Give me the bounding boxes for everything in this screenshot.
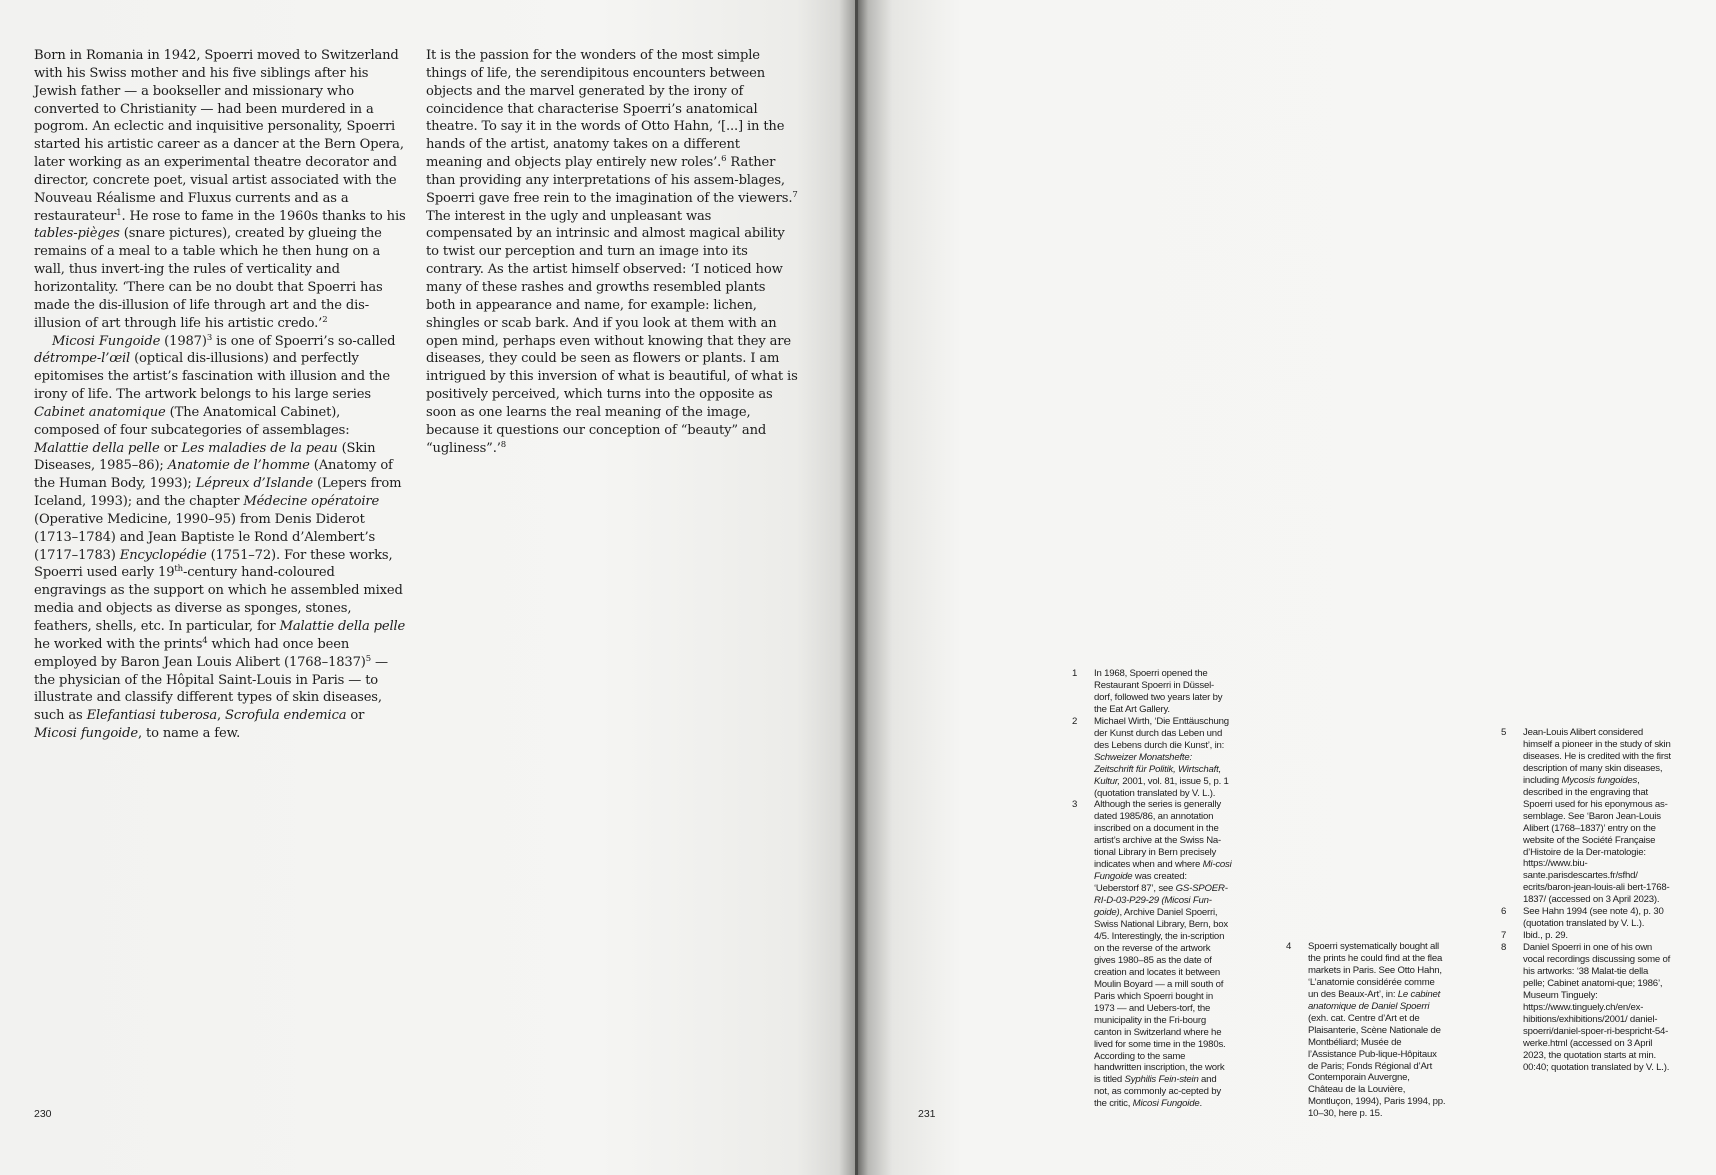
text-run: (snare pictures), created by glueing the remains of a meal to a table which he then hung on a wall, thus invert-ing the rules of verticality and horizontality. ‘There can be no doubt that Spoerri has made the dis-illusion of life through art and the dis-illusion of art through life his artistic credo.’	[34, 226, 383, 331]
note-reference: 6	[721, 154, 727, 165]
paragraph	[34, 333, 406, 743]
footnote-text	[1094, 799, 1232, 1110]
footnote	[1501, 930, 1671, 942]
text-run: or	[346, 708, 365, 724]
footnote-number: 6	[1501, 906, 1507, 918]
note-reference: 5	[365, 653, 372, 664]
italic-text: Cabinet anatomique	[34, 404, 166, 420]
footnote	[1072, 799, 1232, 1110]
italic-text: Anatomie de l’homme	[167, 458, 310, 474]
footnote-number: 3	[1072, 799, 1078, 811]
footnote-text	[1523, 942, 1671, 1073]
text-run: (Anatomy of the Human Body, 1993);	[34, 458, 393, 492]
text-run: and not, as commonly ac-cepted by the critic,	[1094, 1074, 1221, 1110]
page-number: 231	[918, 1108, 936, 1120]
note-reference: 3	[206, 332, 213, 343]
note-reference: 1	[116, 207, 122, 218]
text-run: See Hahn 1994 (see note 4), p. 30 (quotation translated by V. L.).	[1523, 906, 1664, 930]
footnote-text	[1523, 906, 1671, 930]
italic-text: Micosi fungoide	[34, 726, 138, 742]
text-run: Although the series is generally dated 1985/86, an annotation inscribed on a document in the artist’s archive at the Swiss Na-tional Library in Bern precisely indicates when and where	[1094, 799, 1222, 871]
italic-text: Malattie della pelle	[279, 619, 406, 634]
text-run: (The Anatomical Cabinet), composed of four subcategories of assemblages:	[34, 404, 350, 438]
italic-text: Scrofula endemica	[225, 708, 347, 724]
footnote-text	[1094, 716, 1232, 800]
text-run: , to name a few.	[137, 726, 241, 742]
italic-text: Syphilis Fein-stein	[1124, 1074, 1199, 1086]
footnote-number: 1	[1072, 668, 1078, 679]
text-run: , Archive Daniel Spoerri, Swiss National Library, Bern, box 4/5. Interestingly, the in-scription on the reverse of the artwork gives 1980–85 as the date of creation and locates it between Moulin Boyard — a mill south of Paris which Spoerri bought in 1973 — and Uebers-torf, the municipality in the Fri-bourg canton in Switzerland where he lived for some time in the 1980s. According to the same handwritten inscription, the work is titled	[1094, 907, 1228, 1086]
text-run: Jean-Louis Alibert considered himself a pioneer in the study of skin diseases. He is credited with the first description of many skin diseases, including	[1523, 727, 1671, 786]
text-run: (1987)	[160, 333, 207, 349]
footnote	[1072, 716, 1232, 800]
text-run: -century hand-coloured engravings as the support on which he assembled mixed media and objects as diverse as sponges, stones, feathers, shells, etc. In particular, for	[34, 565, 403, 634]
paragraph	[426, 47, 798, 457]
note-reference: 8	[500, 439, 506, 450]
footnote-text	[1523, 727, 1671, 906]
footnote-number: 5	[1501, 727, 1507, 738]
italic-text: Lépreux d’Islande	[195, 476, 313, 492]
page-number: 230	[34, 1108, 52, 1120]
footnote-text	[1308, 941, 1446, 1120]
footnote-column	[1286, 941, 1446, 1120]
text-run: ,	[216, 708, 226, 724]
text-run: which had once been employed by Baron Jean Louis Alibert (1768–1837)	[34, 636, 366, 670]
text-run: is one of Spoerri’s so-called	[212, 333, 396, 349]
italic-text: Micosi Fungoide	[52, 333, 161, 349]
text-run: Rather than providing any interpretations of his assem-blages, Spoerri gave free rein to the imagination of the viewers.	[426, 155, 793, 206]
text-run: (Lepers from Iceland, 1993); and the chapter	[34, 476, 402, 510]
left-page	[0, 0, 856, 1175]
footnote-number: 8	[1501, 942, 1507, 954]
body-column-right	[426, 47, 798, 457]
italic-text: Mycosis fungoides	[1561, 774, 1638, 786]
text-run: (1751–72). For these works, Spoerri used early 19	[34, 547, 393, 581]
footnote-number: 2	[1072, 715, 1078, 727]
text-run: or	[159, 440, 182, 456]
italic-text: Micosi Fungoide	[1132, 1098, 1200, 1110]
footnote	[1072, 668, 1232, 716]
footnote-column	[1072, 668, 1232, 1110]
text-run: . He rose to fame in the 1960s thanks to his	[121, 208, 406, 224]
italic-text: Encyclopédie	[119, 547, 207, 563]
text-run: In 1968, Spoerri opened the Restaurant Spoerri in Düssel-dorf, followed two years later by the Eat Art Gallery.	[1094, 668, 1223, 715]
text-run: , described in the engraving that Spoerri used for his eponymous as-semblage. See ‘Baron Jean-Louis Alibert (1768–1837)’ entry on the website of the Société Française d’Histoire de la Der-matologie: https://www.biu-sante.parisdescartes.fr/sfhd/ ecrits/baron-jean-louis-ali bert-1768-1837/ (accessed on 3 April 2023).	[1523, 774, 1670, 906]
italic-text: GS-SPOER-RI-D-03-P29-29 (Micosi Fun-goide)	[1094, 883, 1228, 919]
footnote	[1286, 941, 1446, 1120]
italic-text: Elefantiasi tuberosa	[86, 708, 217, 724]
text-run: Daniel Spoerri in one of his own vocal recordings discussing some of his artworks: ‘38 Malat-tie della pelle; Cabinet anatomi-que; 1986’, Museum Tinguely: https://www.tinguely.ch/en/ex-hibitions/exhibitions/2001/ daniel-spoerri/daniel-spoer-ri-bespricht-54-werke.html (accessed on 3 April 2023, the quotation starts at min. 00:40; quotation translated by V. L.).	[1523, 942, 1671, 1073]
italic-text: Médecine opératoire	[243, 494, 380, 510]
text-run: The interest in the ugly and unpleasant was compensated by an intrinsic and almost magical ability to twist our perception and turn an image into its contrary. As the artist himself observed: ‘I noticed how many of these rashes and growths resembled plants both in appearance and name, for example: lichen, shingles or scab bark. And if you look at them with an open mind, perhaps even without knowing that they are diseases, they could be seen as flowers or plants. I am intrigued by this inversion of what is beautiful, of what is positively perceived, which turns into the opposite as soon as one learns the real meaning of the image, because it questions our conception of “beauty” and “ugliness”.’	[426, 208, 798, 456]
text-run: — the physician of the Hôpital Saint-Louis in Paris — to illustrate and classify different types of skin diseases, such as	[34, 654, 388, 724]
italic-text: Malattie della pelle	[34, 440, 160, 456]
italic-text: tables-pièges	[34, 226, 120, 242]
italic-text: Mi-cosi Fungoide	[1094, 859, 1232, 883]
text-run: (optical dis-illusions) and perfectly epitomises the artist’s fascination with illusion and the irony of life. The artwork belongs to his large series	[34, 351, 390, 403]
italic-text: détrompe-l’œil	[34, 351, 131, 367]
text-run: Ibid., p. 29.	[1523, 930, 1568, 942]
note-reference: 2	[322, 314, 328, 325]
text-run: (exh. cat. Centre d’Art et de Plaisanterie, Scène Nationale de Montbéliard; Musée de l’Assistance Pub-lique-Hôpitaux de Paris; Fonds Régional d’Art Contemporain Auvergne, Château de la Louvière, Montluçon, 1994), Paris 1994, pp. 10–30, here p. 15.	[1308, 1012, 1446, 1120]
footnote-column	[1501, 727, 1671, 1074]
text-run: 2001, vol. 81, issue 5, p. 1 (quotation translated by V. L.).	[1094, 775, 1229, 799]
italic-text: Le cabinet anatomique de Daniel Spoerri	[1308, 988, 1441, 1012]
paragraph	[34, 47, 406, 333]
footnote	[1501, 906, 1671, 930]
italic-text: Schweizer Monatshefte: Zeitschrift für Politik, Wirtschaft, Kultur,	[1094, 751, 1222, 787]
text-run: was created: ‘Ueberstorf 87’, see	[1094, 871, 1187, 895]
footnote	[1501, 942, 1671, 1073]
footnote-text	[1094, 668, 1232, 716]
body-column-left	[34, 47, 406, 743]
text-run: (Operative Medicine, 1990–95) from Denis Diderot (1713–1784) and Jean Baptiste le Rond d’Alembert’s (1717–1783)	[34, 511, 376, 563]
text-run: Spoerri systematically bought all the prints he could find at the flea markets in Paris. See Otto Hahn, ‘L’anatomie considérée comme un des Beaux-Art’, in:	[1308, 941, 1443, 1000]
note-reference: th	[174, 564, 183, 575]
note-reference: 4	[202, 635, 208, 646]
text-run: It is the passion for the wonders of the most simple things of life, the serendipitous encounters between objects and the marvel generated by the irony of coincidence that characterise Spoerri’s anatomical theatre. To say it in the words of Otto Hahn, ‘[...] in the hands of the artist, anatomy takes on a different meaning and objects play entirely new roles’.	[426, 48, 785, 171]
text-run: (Skin Diseases, 1985–86);	[34, 440, 376, 474]
text-run: Born in Romania in 1942, Spoerri moved to Switzerland with his Swiss mother and his five siblings after his Jewish father — a bookseller and missionary who converted to Christianity — had been murdered in a pogrom. An eclectic and inquisitive personality, Spoerri started his artistic career as a dancer at the Bern Opera, later working as an experimental theatre decorator and director, concrete poet, visual artist associated with the Nouveau Réalisme and Fluxus currents and as a restaurateur	[34, 48, 404, 224]
footnote-number: 4	[1286, 941, 1292, 952]
italic-text: Les maladies de la peau	[181, 440, 338, 456]
text-run: .	[1199, 1098, 1202, 1110]
footnote-text	[1523, 930, 1671, 942]
footnote	[1501, 727, 1671, 906]
right-page	[858, 0, 1716, 1175]
note-reference: 7	[792, 189, 798, 200]
footnote-number: 7	[1501, 930, 1507, 942]
text-run: Michael Wirth, ‘Die Enttäuschung der Kunst durch das Leben und des Lebens durch die Kunst’, in:	[1094, 715, 1229, 751]
text-run: he worked with the prints	[34, 636, 203, 652]
